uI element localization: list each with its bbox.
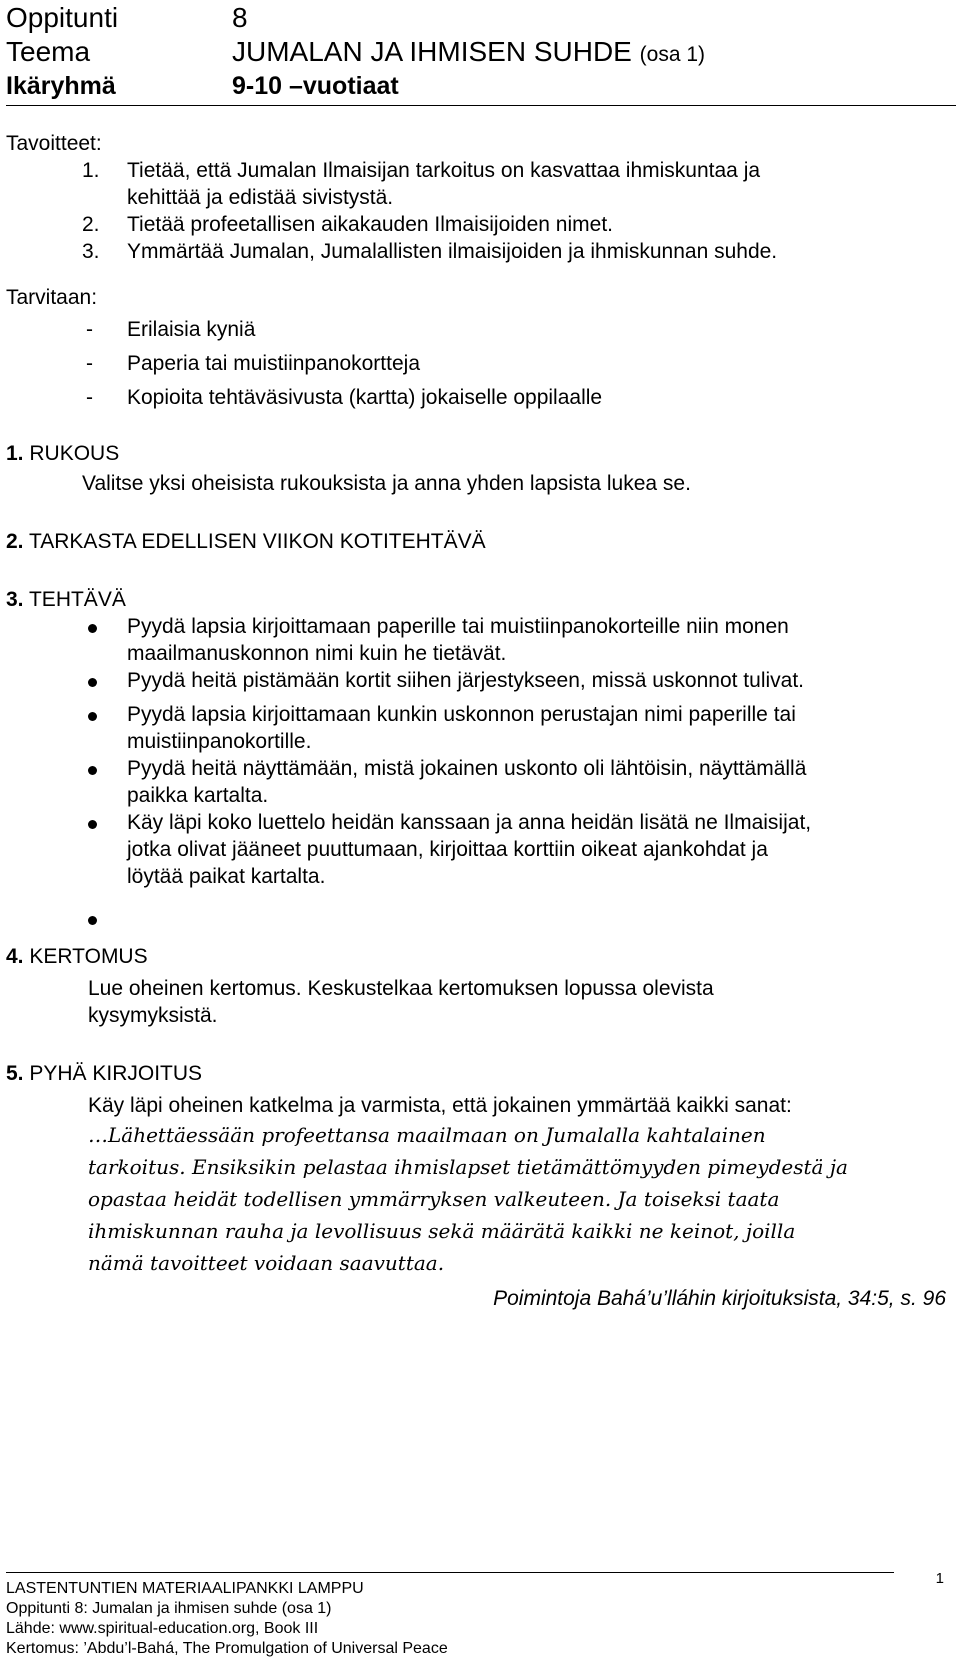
quote-line: …Lähettäessään profeettansa maailmaan on Jumalalla kahtalainen <box>88 1123 766 1147</box>
task-line: löytää paikat kartalta. <box>127 865 326 888</box>
age-label: Ikäryhmä <box>6 72 116 100</box>
bullet-marker <box>88 766 97 775</box>
dash-marker: - <box>86 352 93 375</box>
section-heading: 2. TARKASTA EDELLISEN VIIKON KOTITEHTÄVÄ <box>6 530 486 553</box>
section-heading: 5. PYHÄ KIRJOITUS <box>6 1062 203 1085</box>
task-line: Pyydä heitä näyttämään, mistä jokainen uskonto oli lähtöisin, näyttämällä <box>127 757 807 780</box>
task-line: muistiinpanokortille. <box>127 730 312 753</box>
bullet-marker <box>88 820 97 829</box>
task-line: paikka kartalta. <box>127 784 269 807</box>
theme-suffix: (osa 1) <box>639 43 705 66</box>
goal-line: Ymmärtää Jumalan, Jumalallisten ilmaisijoiden ja ihmiskunnan suhde. <box>127 240 778 263</box>
quote-line: tarkoitus. Ensiksikin pelastaa ihmislapset tietämättömyyden pimeydestä ja <box>88 1155 848 1179</box>
footer-title: LASTENTUNTIEN MATERIAALIPANKKI LAMPPU <box>6 1580 364 1597</box>
section-heading: 4. KERTOMUS <box>6 945 148 968</box>
task-line: Käy läpi koko luettelo heidän kanssaan ja anna heidän lisätä ne Ilmaisijat, <box>127 811 812 834</box>
goals-title: Tavoitteet: <box>6 132 102 155</box>
goal-num: 2. <box>82 213 100 236</box>
goal-line: kehittää ja edistää sivistystä. <box>127 186 394 209</box>
section-heading: 1. RUKOUS <box>6 442 120 465</box>
section-text: Valitse yksi oheisista rukouksista ja anna yhden lapsista lukea se. <box>82 472 691 495</box>
story-text: Lue oheinen kertomus. Keskustelkaa kertomuksen lopussa olevista <box>88 977 714 1000</box>
material-item: Paperia tai muistiinpanokortteja <box>127 352 420 375</box>
scripture-intro: Käy läpi oheinen katkelma ja varmista, että jokainen ymmärtää kaikki sanat: <box>88 1094 792 1117</box>
header-divider <box>6 105 956 106</box>
goal-num: 1. <box>82 159 100 182</box>
footer-source: Lähde: www.spiritual-education.org, Book III <box>6 1620 319 1637</box>
quote-line: nämä tavoitteet voidaan saavuttaa. <box>88 1251 445 1275</box>
lesson-label: Oppitunti <box>6 2 119 33</box>
bullet-marker <box>88 678 97 687</box>
goal-line: Tietää, että Jumalan Ilmaisijan tarkoitus on kasvattaa ihmiskuntaa ja <box>127 159 761 182</box>
footer-divider <box>6 1572 894 1573</box>
bullet-marker <box>88 916 97 925</box>
task-line: Pyydä lapsia kirjoittamaan paperille tai muistiinpanokorteille niin monen <box>127 615 789 638</box>
footer-story: Kertomus: ’Abdu’l-Bahá, The Promulgation of Universal Peace <box>6 1640 448 1657</box>
material-item: Erilaisia kyniä <box>127 318 256 341</box>
bullet-marker <box>88 712 97 721</box>
quote-line: ihmiskunnan rauha ja levollisuus sekä määrätä kaikki ne keinot, joilla <box>88 1219 796 1243</box>
dash-marker: - <box>86 318 93 341</box>
goal-num: 3. <box>82 240 100 263</box>
task-line: Pyydä heitä pistämään kortit siihen järjestykseen, missä uskonnot tulivat. <box>127 669 804 692</box>
goal-line: Tietää profeetallisen aikakauden Ilmaisijoiden nimet. <box>127 213 613 236</box>
footer-lesson: Oppitunti 8: Jumalan ja ihmisen suhde (osa 1) <box>6 1600 332 1617</box>
age-group: 9-10 –vuotiaat <box>232 72 399 100</box>
task-line: jotka olivat jääneet puuttumaan, kirjoittaa korttiin oikeat ajankohdat ja <box>127 838 768 861</box>
task-line: Pyydä lapsia kirjoittamaan kunkin uskonnon perustajan nimi paperille tai <box>127 703 796 726</box>
story-text: kysymyksistä. <box>88 1004 218 1027</box>
theme-label: Teema <box>6 36 91 67</box>
task-line: maailmanuskonnon nimi kuin he tietävät. <box>127 642 507 665</box>
dash-marker: - <box>86 386 93 409</box>
lesson-number: 8 <box>232 2 248 33</box>
materials-title: Tarvitaan: <box>6 286 98 309</box>
page-number: 1 <box>935 1570 944 1587</box>
quote-line: opastaa heidät todellisen ymmärryksen valkeuteen. Ja toiseksi taata <box>88 1187 780 1211</box>
material-item: Kopioita tehtäväsivusta (kartta) jokaiselle oppilaalle <box>127 386 603 409</box>
bullet-marker <box>88 624 97 633</box>
section-heading: 3. TEHTÄVÄ <box>6 588 126 611</box>
theme-title: JUMALAN JA IHMISEN SUHDE (osa 1) <box>232 36 705 67</box>
quote-source: Poimintoja Bahá’u’lláhin kirjoituksista, 34:5, s. 96 <box>493 1287 946 1310</box>
